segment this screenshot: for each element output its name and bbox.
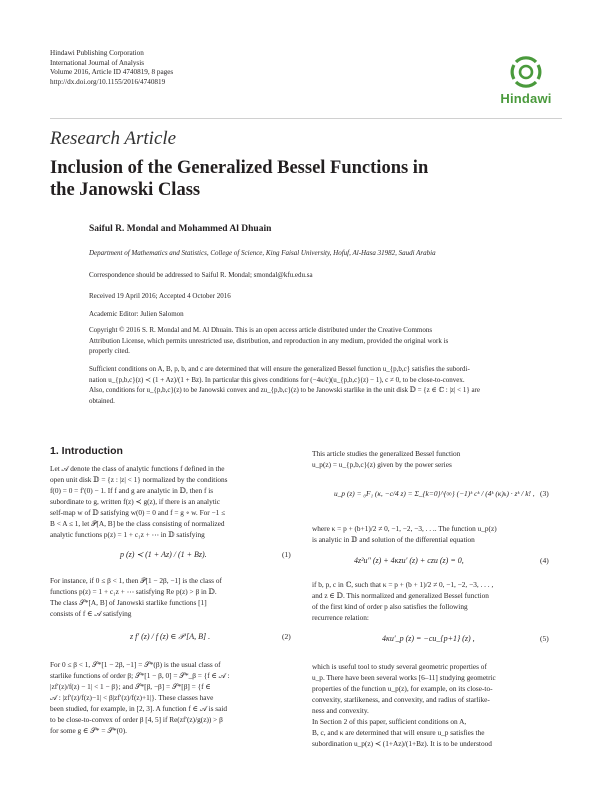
title-line: Inclusion of the Generalized Bessel Functions in xyxy=(50,158,429,178)
body-line: open unit disk 𝔻 = {z : |z| < 1} normalized by the conditions xyxy=(50,475,228,484)
section-heading: 1. Introduction xyxy=(50,445,123,457)
body-line: which is useful tool to study several geometric properties of xyxy=(312,662,487,671)
equation-3: u_p (z) = ₀F₁ (κ, −c/4 z) = Σ_{k=0}^{∞} (−1)ᵏ cᵏ / (4ᵏ (κ)ₖ) · zᵏ / k! , xyxy=(334,489,535,498)
copyright-line: Copyright © 2016 S. R. Mondal and M. Al Dhuain. This is an open access article distributed under the Creative Commons xyxy=(89,326,433,334)
body-line: been studied, for example, in [2, 3]. A function f ∈ 𝒜 is said xyxy=(50,704,228,713)
equation-4: 4z²u″ (z) + 4κzu′ (z) + czu (z) = 0, xyxy=(354,556,464,565)
publisher-name: Hindawi Publishing Corporation xyxy=(50,49,144,57)
journal-name: International Journal of Analysis xyxy=(50,58,145,67)
equation-1: p (z) ≺ (1 + Az) / (1 + Bz). xyxy=(120,550,207,559)
received-accepted-dates: Received 19 April 2016; Accepted 4 October 2016 xyxy=(89,292,231,300)
abstract-line: obtained. xyxy=(89,396,115,405)
body-line: |zf′(z)/f(z) − 1| < 1 − β}; and 𝒮*[β, −β] = 𝒮*[β] = {f ∈ xyxy=(50,682,211,691)
body-line: For 0 ≤ β < 1, 𝒮*[1 − 2β, −1] = 𝒮*(β) is the usual class of xyxy=(50,660,221,669)
left-column xyxy=(50,464,293,794)
correspondence: Correspondence should be addressed to Saiful R. Mondal; smondal@kfu.edu.sa xyxy=(89,271,313,279)
body-line: B, c, and κ are determined that will ensure u_p satisfies the xyxy=(312,728,485,737)
body-line: u_p(z) = u_{p,b,c}(z) given by the power series xyxy=(312,460,452,469)
title-line: the Janowski Class xyxy=(50,180,201,200)
body-line: B < A ≤ 1, let 𝒫[A, B] be the class consisting of normalized xyxy=(50,519,225,528)
academic-editor: Academic Editor: Julien Salomon xyxy=(89,310,184,318)
hindawi-logo-text: Hindawi xyxy=(500,91,552,106)
article-category: Research Article xyxy=(50,128,177,149)
body-line: Let 𝒜 denote the class of analytic functions f defined in the xyxy=(50,464,225,473)
volume-info: Volume 2016, Article ID 4740819, 8 pages xyxy=(50,68,174,77)
body-line: f(0) = 0 = f′(0) − 1. If f and g are analytic in 𝔻, then f is xyxy=(50,486,214,495)
abstract-line: Also, conditions for u_{p,b,c}(z) to be Janowski convex and zu_{p,b,c}(z) to be Janowski starlike in the unit disk 𝔻 = {z ∈ ℂ : |z| < 1} are xyxy=(89,386,480,394)
equation-number: (3) xyxy=(540,489,549,498)
equation-number: (4) xyxy=(540,556,549,565)
body-line: is analytic in 𝔻 and solution of the differential equation xyxy=(312,535,475,544)
abstract-line: Sufficient conditions on A, B, p, b, and c are determined that will ensure the generalized Bessel function u_{p,b,c} satisfies the subordi- xyxy=(89,365,470,373)
body-line: This article studies the generalized Bessel function xyxy=(312,449,461,458)
abstract xyxy=(89,364,557,406)
body-line: The class 𝒮*[A, B] of Janowski starlike functions [1] xyxy=(50,598,207,607)
abstract-line: nation u_{p,b,c}(z) ≺ (1 + Az)/(1 + Bz). In particular this gives conditions for (−4κ/c)(u_{p,b,c}(z) − 1), c ≠ 0, to be close-to-convex. xyxy=(89,375,465,384)
body-line: for some g ∈ 𝒮* = 𝒮*(0). xyxy=(50,726,127,735)
header-divider xyxy=(50,118,562,119)
body-line: of the first kind of order p also satisfies the following xyxy=(312,602,468,611)
copyright-line: Attribution License, which permits unrestricted use, distribution, and reproduction in any medium, provided the original work is xyxy=(89,336,449,345)
body-line: functions p(z) = 1 + c₁z + ⋯ satisfying Re p(z) > β in 𝔻. xyxy=(50,587,217,596)
right-column xyxy=(312,449,562,794)
body-line: In Section 2 of this paper, sufficient conditions on A, xyxy=(312,717,467,726)
body-line: if b, p, c in ℂ, such that κ = p + (b + 1)/2 ≠ 0, −1, −2, −3, . . . , xyxy=(312,580,494,589)
body-line: self-map w of 𝔻 satisfying w(0) = 0 and f = g ∘ w. For −1 ≤ xyxy=(50,508,226,517)
copyright-notice xyxy=(89,325,557,357)
body-line: and z ∈ 𝔻. This normalized and generalized Bessel function xyxy=(312,591,489,600)
equation-number: (5) xyxy=(540,634,549,643)
copyright-line: properly cited. xyxy=(89,347,130,355)
body-line: subordinate to g, written f(z) ≺ g(z), if there is an analytic xyxy=(50,497,221,506)
article-title xyxy=(50,157,520,201)
body-line: recurrence relation: xyxy=(312,613,369,622)
body-line: u_p. There have been several works [6–11] studying geometric xyxy=(312,673,496,682)
body-line: starlike functions of order β; 𝒮*[1 − β, 0] = 𝒮*_β = {f ∈ 𝒜 : xyxy=(50,671,230,680)
body-line: where κ = p + (b+1)/2 ≠ 0, −1, −2, −3, . . .. The function u_p(z) xyxy=(312,524,497,533)
doi-link[interactable]: http://dx.doi.org/10.1155/2016/4740819 xyxy=(50,77,166,86)
body-line: analytic functions p(z) = 1 + c₁z + ⋯ in 𝔻 satisfying xyxy=(50,530,205,539)
body-line: convexity, starlikeness, and convexity, and radius of starlike- xyxy=(312,695,490,704)
body-line: ness and convexity. xyxy=(312,706,369,715)
author-list: Saiful R. Mondal and Mohammed Al Dhuain xyxy=(89,224,272,234)
body-line: consists of f ∈ 𝒜 satisfying xyxy=(50,609,132,618)
equation-2: z f′ (z) / f (z) ∈ 𝒫 [A, B] . xyxy=(130,632,211,641)
affiliation: Department of Mathematics and Statistics, College of Science, King Faisal University, Hofuf, Al-Hasa 31982, Saudi Arabia xyxy=(89,249,436,257)
equation-5: 4κu′_p (z) = −cu_{p+1} (z) , xyxy=(382,634,475,643)
body-line: subordination u_p(z) ≺ (1+Az)/(1+Bz). It is to be understood xyxy=(312,739,492,748)
journal-header xyxy=(50,49,350,87)
equation-number: (2) xyxy=(282,632,291,641)
body-line: 𝒜 : |zf′(z)/f(z)−1| < β|zf′(z)/f(z)+1|}. These classes have xyxy=(50,693,214,702)
equation-number: (1) xyxy=(282,550,291,559)
body-line: to be close-to-convex of order β [4, 5] if Re(zf′(z)/g(z)) > β xyxy=(50,715,223,724)
body-line: properties of the function u_p(z), for example, on its close-to- xyxy=(312,684,493,693)
body-line: For instance, if 0 ≤ β < 1, then 𝒫[1 − 2β, −1] is the class of xyxy=(50,576,222,585)
